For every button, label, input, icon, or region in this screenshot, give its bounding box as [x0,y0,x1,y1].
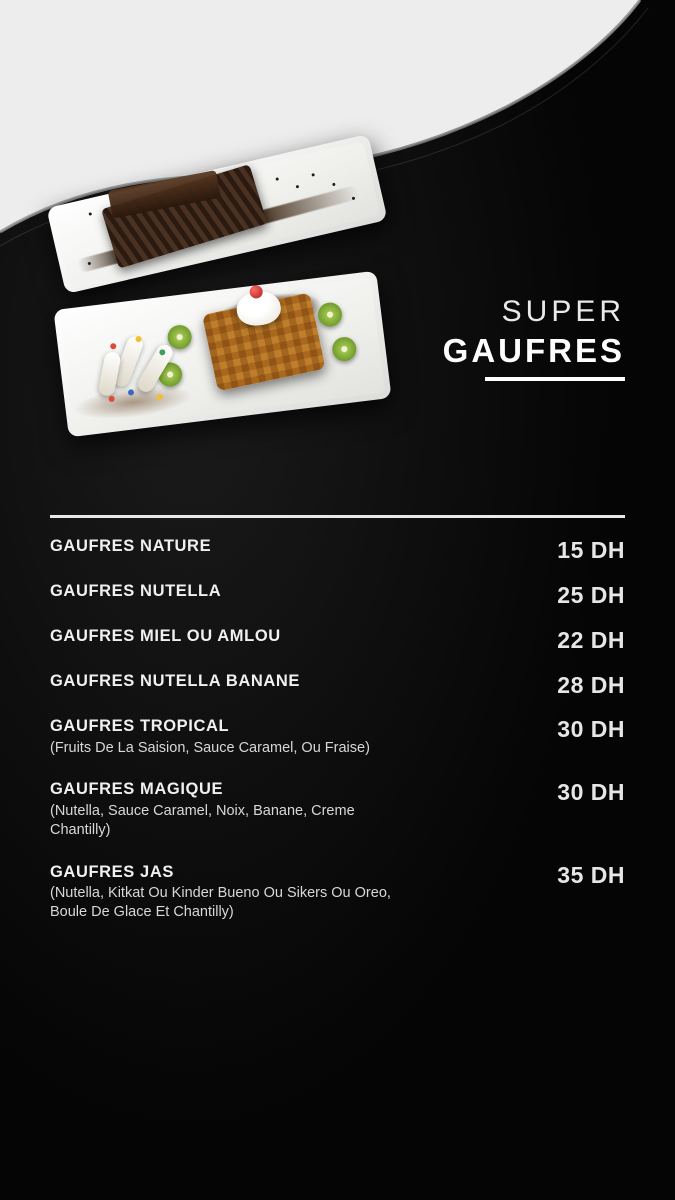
title-super: SUPER [501,295,625,328]
menu-item-description: (Nutella, Sauce Caramel, Noix, Banane, Creme Chantilly) [50,803,355,838]
menu-item-name: GAUFRES NUTELLA [50,582,222,600]
menu-item-description: (Nutella, Kitkat Ou Kinder Bueno Ou Sikers Ou Oreo, Boule De Glace Et Chantilly) [50,885,391,921]
menu-item-name: GAUFRES MAGIQUE [50,780,224,799]
menu-item-price: 30 DH [557,716,625,742]
menu-item-text [50,671,300,692]
menu-item-description: (Fruits De La Saision, Sauce Caramel, Ou Fraise) [50,739,370,756]
menu-item-row [50,581,625,609]
menu-item-name: GAUFRES NATURE [50,537,212,555]
menu-list [50,515,625,939]
menu-item-price: 22 DH [557,627,625,653]
menu-item-row [50,862,625,922]
title-underline [485,377,625,381]
title-gaufres: GAUFRES [442,331,625,369]
menu-item-name: GAUFRES JAS [50,862,174,881]
menu-item-row [50,716,625,757]
menu-item-price: 15 DH [557,537,625,563]
menu-item-row [50,626,625,654]
waffles-photo [40,150,400,460]
menu-item-name: GAUFRES TROPICAL [50,717,230,735]
menu-item-text [50,779,410,839]
menu-item-text [50,581,221,602]
menu-item-text [50,716,370,757]
menu-item-row [50,779,625,839]
menu-item-text [50,536,211,557]
menu-item-price: 28 DH [557,672,625,698]
plate-top [46,134,387,294]
plate-bottom [53,271,391,438]
menu-item-row [50,671,625,699]
menu-item-row [50,536,625,564]
menu-item-price: 30 DH [557,779,625,806]
menu-item-name: GAUFRES MIEL OU AMLOU [50,627,281,645]
menu-item-name: GAUFRES NUTELLA BANANE [50,672,301,690]
menu-item-text [50,862,420,922]
page-title [443,295,625,381]
menu-item-price: 25 DH [557,582,625,608]
menu-item-text [50,626,281,647]
menu-divider [50,515,625,518]
menu-item-price: 35 DH [557,861,625,888]
